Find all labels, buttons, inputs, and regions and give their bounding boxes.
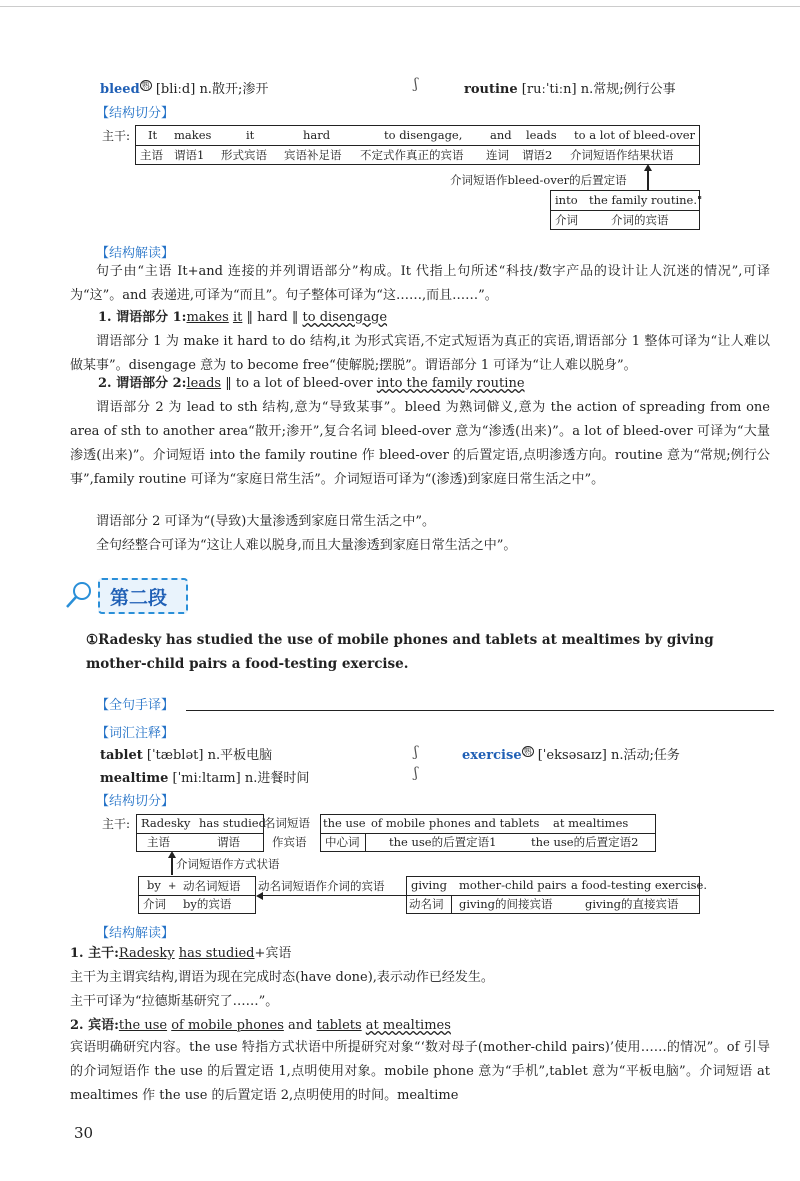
familiar-badge: 熟 — [141, 80, 150, 90]
vocab-entry-routine — [464, 78, 676, 97]
d2-role: by的宾语 — [183, 897, 232, 911]
diagram1-sub-divider — [551, 210, 699, 211]
section-heading-structure-read: 【结构解读】 — [96, 246, 175, 261]
paragraph-3: 谓语部分 2 为 lead to sth 结构,意为“导致某事”。bleed 为熟词僻义,意为 the action of spreading from one area of sth to another area“散开;渗开”,复合名词 bleed-over 意为“渗透(出来)”。a lot of bleed-over 可译为“大量渗透(出来)”。介词短语 into the family routine 作 bleed-over 的后置定语,点明渗透方向。routine 意为“常规;例行公事”,family routine 可译为“家庭日常生活”。介词短语可译为“(渗透)到家庭日常生活之中”。 — [70, 400, 770, 487]
ul-term: it — [232, 310, 243, 325]
ul-term: has studied — [178, 946, 255, 961]
vocab-word: exercise — [462, 748, 522, 763]
diagram1-divider — [136, 145, 699, 146]
vocab-definition: n.进餐时间 — [244, 771, 310, 786]
d1-note: 介词短语作bleed-over的后置定语 — [450, 173, 627, 187]
key-sentence: ①Radesky has studied the use of mobile phones and tablets at mealtimes by giving mother-child pairs a food-testing exercise. — [86, 632, 714, 672]
heading-predicate-2: 2. 谓语部分 2:leads ‖ to a lot of bleed-over into the family routine — [98, 376, 525, 391]
section-heading-vocab: 【词汇注释】 — [96, 726, 175, 741]
paragraph-q2: 主干可译为“拉德斯基研究了……”。 — [70, 994, 279, 1009]
vocab-divider-icon: ʃ — [414, 76, 418, 92]
paragraph-5: 全句经整合可译为“这让人难以脱身,而且大量渗透到家庭日常生活之中”。 — [96, 538, 517, 553]
d2-word: by — [147, 878, 161, 892]
main-trunk-label: 主干: — [102, 817, 131, 831]
d2-word: of mobile phones and tablets — [371, 816, 540, 830]
divider — [451, 895, 452, 913]
d2-box-object — [320, 814, 656, 852]
d1-word: to disengage, — [384, 128, 463, 142]
paragraph-2: 谓语部分 1 为 make it hard to do 结构,it 为形式宾语,不定式短语为真正的宾语,谓语部分 1 整体可译为“让人难以做某事”。disengage 意为 to become free“使解脱;摆脱”。谓语部分 1 可译为“让人难以脱身”。 — [70, 334, 770, 373]
vocab-definition: n.散开;渗开 — [199, 82, 269, 97]
d2-word: has studied — [199, 816, 266, 830]
wave-term: at mealtimes — [365, 1018, 451, 1033]
d1-role: 形式宾语 — [221, 148, 267, 162]
d1-sub-word: the family routine." — [589, 193, 703, 207]
d2-box-by — [138, 876, 256, 914]
vocab-phonetic: [ruːˈtiːn] — [521, 82, 577, 97]
paragraph-q1: 主干为主谓宾结构,谓语为现在完成时态(have done),表示动作已经发生。 — [70, 970, 494, 985]
d1-role: 连词 — [486, 148, 509, 162]
connector-line — [171, 857, 173, 875]
ul-term: tablets — [316, 1018, 362, 1033]
diagram1-main-box — [135, 125, 700, 165]
vocab-word: tablet — [100, 748, 143, 763]
d2-gerund-label: 动名词短语作介词的宾语 — [258, 879, 385, 893]
d2-word: a food-testing exercise. — [571, 878, 707, 892]
vocab-phonetic: [ˈmiːltaɪm] — [172, 771, 241, 786]
d1-word: makes — [174, 128, 212, 142]
ul-term: of mobile phones — [171, 1018, 284, 1033]
d2-word: giving — [411, 878, 447, 892]
heading-label: 1. 谓语部分 1: — [98, 310, 187, 325]
d1-word: leads — [526, 128, 557, 142]
top-rule — [0, 6, 800, 7]
d2-role: 中心词 — [325, 835, 360, 849]
d2-role: the use的后置定语2 — [531, 835, 639, 849]
vocab-phonetic: [ˈeksəsaɪz] — [537, 748, 607, 763]
d2-role: 介词 — [143, 897, 166, 911]
d2-box-giving — [406, 876, 707, 914]
ul-term: the use — [118, 1018, 168, 1033]
paragraph-4: 谓语部分 2 可译为“(导致)大量渗透到家庭日常生活之中”。 — [96, 514, 435, 529]
divider — [365, 833, 366, 851]
wave-term: into the family routine — [376, 376, 525, 391]
d1-sub-word: into — [555, 193, 578, 207]
d1-role: 不定式作真正的宾语 — [360, 148, 464, 162]
heading-label: 1. 主干: — [70, 946, 119, 961]
section-heading-structure-read-2: 【结构解读】 — [96, 926, 175, 941]
d2-word: at mealtimes — [553, 816, 629, 830]
paragraph-q3: 宾语明确研究内容。the use 特指方式状语中所提研究对象“‘数对母子(mother-child pairs)’使用……的情况”。of 引导的介词短语作 the use 的后置定语 1,点明使用对象。mobile phone 意为“手机”,tablet 意为“平板电脑”。介词短语 at mealtimes 作 the use 的后置定语 2,点明使用的时间。mealtime — [70, 1040, 770, 1103]
vocab-definition: n.平板电脑 — [207, 748, 273, 763]
d1-word: it — [246, 128, 255, 142]
d2-role: 主语 — [147, 835, 170, 849]
heading-predicate-1: 1. 谓语部分 1:makes it ‖ hard ‖ to disengage — [98, 310, 388, 325]
arrow-left-icon — [256, 892, 263, 900]
d2-word: mother-child pairs — [459, 878, 567, 892]
heading-label: 2. 谓语部分 2: — [98, 376, 187, 391]
paragraph-1: 句子由“主语 It+and 连接的并列谓语部分”构成。It 代指上句所述“科技/数字产品的设计让人沉迷的情况”,可译为“这”。and 表递进,可译为“而且”。句子整体可译为“这……,而且……”。 — [70, 264, 770, 303]
term: hard — [257, 310, 288, 325]
connector-line — [262, 895, 408, 896]
d2-word: 动名词短语 — [183, 879, 241, 893]
ul-term: leads — [186, 376, 222, 391]
page-number: 30 — [74, 1124, 94, 1142]
section2-title: 第二段 — [110, 587, 168, 609]
d2-word: Radesky — [141, 816, 191, 830]
connector-line — [647, 170, 649, 190]
vocab-phonetic: [ˈtæblət] — [146, 748, 204, 763]
vocab-entry-tablet — [100, 744, 272, 763]
d1-word: It — [148, 128, 158, 142]
d2-role: the use的后置定语1 — [389, 835, 497, 849]
main-trunk-label: 主干: — [102, 129, 131, 143]
diagram1-sub-box — [550, 190, 703, 230]
d2-role: 动名词 — [409, 897, 444, 911]
d1-role: 谓语2 — [522, 148, 553, 162]
d1-word: to a lot of bleed-over — [574, 128, 696, 142]
vocab-divider-icon: ʃ — [414, 744, 418, 760]
section-heading-structure-cut-2: 【结构切分】 — [96, 794, 175, 809]
d1-word: hard — [303, 128, 331, 142]
vocab-definition: n.活动;任务 — [610, 748, 680, 763]
d2-role: giving的间接宾语 — [459, 897, 553, 911]
term: and — [288, 1018, 313, 1033]
d2-note: 介词短语作方式状语 — [176, 857, 280, 871]
vocab-entry-exercise — [462, 744, 680, 763]
heading-main-trunk — [70, 942, 770, 966]
vocab-word: mealtime — [100, 771, 169, 786]
d2-np-label: 名词短语 — [264, 816, 310, 830]
vocab-phonetic: [bliːd] — [155, 82, 196, 97]
ul-term: Radesky — [118, 946, 175, 961]
vocab-word: bleed — [100, 82, 140, 97]
section2-badge — [98, 578, 188, 614]
d2-np-label: 作宾语 — [272, 835, 307, 849]
heading-object — [70, 1014, 770, 1038]
d2-role: 谓语 — [217, 835, 240, 849]
vocab-entry-bleed — [100, 78, 268, 97]
term: to a lot of bleed-over — [235, 376, 373, 391]
section-heading-translate: 【全句手译】 — [96, 698, 175, 713]
translation-blank-line[interactable] — [186, 710, 774, 711]
d1-role: 宾语补足语 — [284, 148, 342, 162]
term: +宾语 — [254, 946, 292, 961]
d1-role: 谓语1 — [174, 148, 205, 162]
d1-role: 主语 — [140, 148, 163, 162]
plus-sign: + — [168, 881, 177, 892]
d2-role: giving的直接宾语 — [585, 897, 679, 911]
vocab-word: routine — [464, 82, 518, 97]
section-heading-structure-cut: 【结构切分】 — [96, 106, 175, 121]
vocab-divider-icon: ʃ — [414, 765, 418, 781]
d1-word: and — [490, 128, 512, 142]
d1-sub-role: 介词的宾语 — [611, 213, 669, 227]
d2-word: the use — [323, 816, 366, 830]
heading-label: 2. 宾语: — [70, 1018, 119, 1033]
vocab-definition: n.常规;例行公事 — [580, 82, 676, 97]
vocab-entry-mealtime — [100, 767, 309, 786]
d1-sub-role: 介词 — [555, 213, 578, 227]
d2-box-subject-verb — [136, 814, 264, 852]
magnifier-icon — [64, 580, 94, 610]
d1-role: 介词短语作结果状语 — [570, 148, 674, 162]
familiar-badge: 熟 — [523, 746, 532, 756]
wave-term: to disengage — [302, 310, 388, 325]
ul-term: makes — [186, 310, 229, 325]
